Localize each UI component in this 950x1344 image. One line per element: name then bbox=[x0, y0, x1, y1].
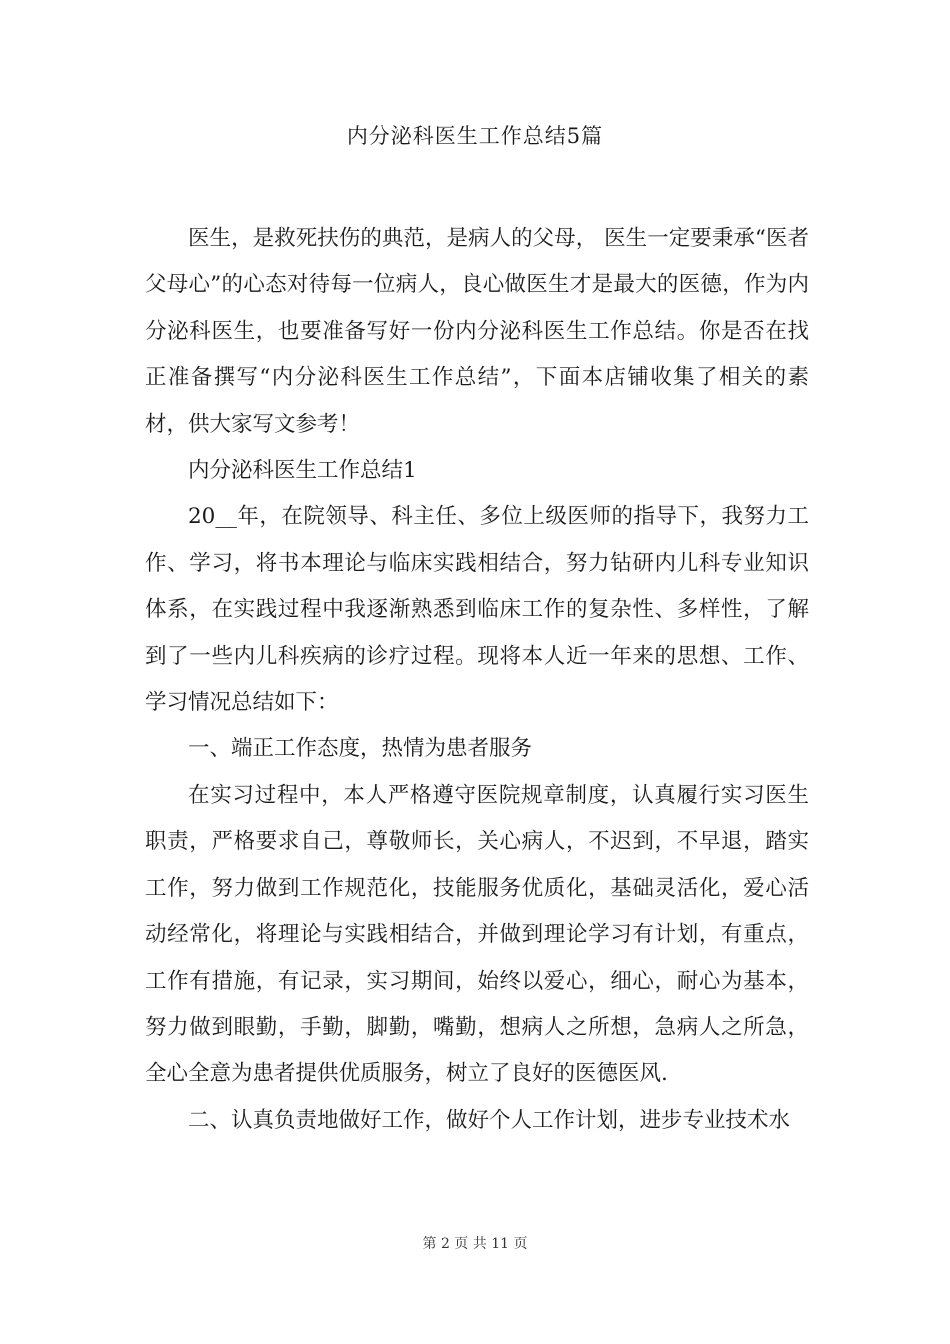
intro-paragraph: 医生，是救死扶伤的典范，是病人的父母， 医生一定要秉承“医者父母心”的心态对待每一位病人，良心做医生才是最大的医德，作为内分泌科医生，也要准备写好一份内分泌科医生工作总结。你是否在找正准备撰写“内分泌科医生工作总结”，下面本店铺收集了相关的素材，供大家写文参考！ bbox=[145, 226, 809, 437]
page-footer: 第 2 页 共 11 页 bbox=[422, 1236, 528, 1252]
document-title: 内分泌科医生工作总结5篇 bbox=[346, 124, 604, 148]
body-paragraph: 20__年，在院领导、科主任、多位上级医师的指导下，我努力工作、学习，将书本理论与临床实践相结合，努力钻研内儿科专业知识体系，在实践过程中我逐渐熟悉到临床工作的复杂性、多样性，了解到了一些内儿科疾病的诊疗过程。现将本人近一年来的思想、工作、学习情况总结如下： bbox=[145, 504, 809, 716]
section-heading-attitude: 一、端正工作态度，热情为患者服务 bbox=[188, 736, 533, 762]
section-heading-summary-1: 内分泌科医生工作总结1 bbox=[188, 458, 417, 484]
document-body bbox=[145, 216, 809, 1144]
body-paragraph: 在实习过程中，本人严格遵守医院规章制度，认真履行实习医生职责，严格要求自己，尊敬师长，关心病人，不迟到，不早退，踏实工作，努力做到工作规范化，技能服务优质化，基础灵活化，爱心活动经常化，将理论与实践相结合，并做到理论学习有计划，有重点，工作有措施，有记录，实习期间，始终以爱心，细心，耐心为基本，努力做到眼勤，手勤，脚勤，嘴勤，想病人之所想，急病人之所急，全心全意为患者提供优质服务，树立了良好的医德医风. bbox=[145, 782, 809, 1087]
section-heading-responsibility: 二、认真负责地做好工作，做好个人工作计划，进步专业技术水 bbox=[188, 1107, 791, 1133]
